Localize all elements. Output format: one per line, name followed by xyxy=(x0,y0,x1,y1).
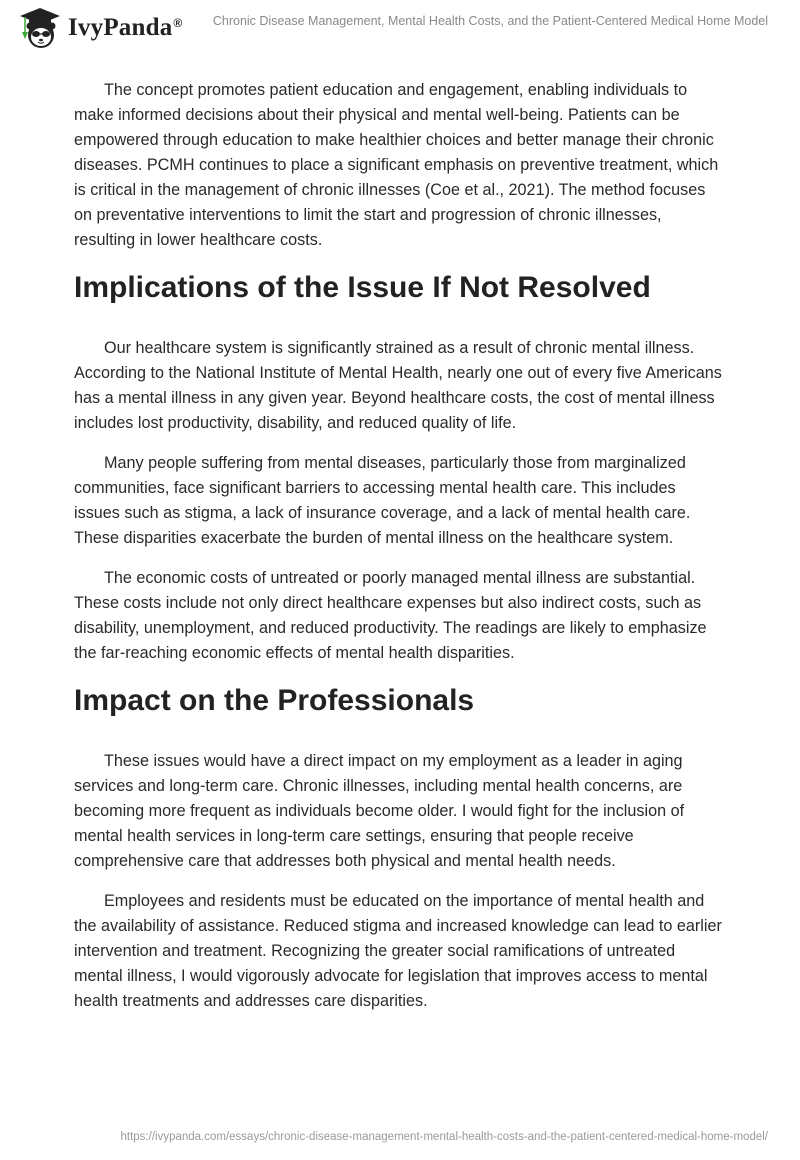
panda-graduation-cap-icon xyxy=(18,6,62,50)
document-title: Chronic Disease Management, Mental Health Costs, and the Patient-Centered Medical Home Model xyxy=(212,14,768,28)
registered-mark: ® xyxy=(173,16,183,30)
paragraph: Our healthcare system is significantly strained as a result of chronic mental illness. According to the National Institute of Mental Health, nearly one out of every five Americans has a mental illness in any given year. Beyond healthcare costs, the cost of mental illness includes lost productivity, disability, and reduced quality of life. xyxy=(74,339,722,432)
logo-wordmark: IvyPanda® xyxy=(68,14,183,41)
source-url[interactable]: https://ivypanda.com/essays/chronic-disease-management-mental-health-costs-and-the-patient-centered-medical-home-model/ xyxy=(120,1131,768,1143)
paragraph: Many people suffering from mental diseases, particularly those from marginalized communities, face significant barriers to accessing mental health care. This includes issues such as stigma, a lack of insurance coverage, and a lack of mental health care. These disparities exacerbate the burden of mental illness on the healthcare system. xyxy=(74,454,691,547)
ivypanda-logo[interactable] xyxy=(18,6,182,50)
essay-body xyxy=(74,78,724,1029)
section-heading: Implications of the Issue If Not Resolved xyxy=(74,271,651,304)
paragraph: These issues would have a direct impact on my employment as a leader in aging services and long-term care. Chronic illnesses, including mental health concerns, are becoming more frequent as individuals become older. I would fight for the inclusion of mental health services in long-term care settings, ensuring that people receive comprehensive care that addresses both physical and mental health needs. xyxy=(74,752,685,870)
paragraph: The economic costs of untreated or poorly managed mental illness are substantial. These costs include not only direct healthcare expenses but also indirect costs, such as disability, unemployment, and reduced productivity. The readings are likely to emphasize the far-reaching economic effects of mental health disparities. xyxy=(74,569,707,662)
paragraph: The concept promotes patient education and engagement, enabling individuals to make informed decisions about their physical and mental well-being. Patients can be empowered through education to make healthier choices and better manage their chronic diseases. PCMH continues to place a significant emphasis on preventive treatment, which is critical in the management of chronic illnesses (Coe et al., 2021). The method focuses on preventative interventions to limit the start and progression of chronic illnesses, resulting in lower healthcare costs. xyxy=(74,81,719,249)
paragraph: Employees and residents must be educated on the importance of mental health and the availability of assistance. Reduced stigma and increased knowledge can lead to earlier intervention and treatment. Recognizing the greater social ramifications of untreated mental illness, I would vigorously advocate for legislation that improves access to mental health treatments and addresses care disparities. xyxy=(74,892,722,1010)
section-heading: Impact on the Professionals xyxy=(74,684,475,717)
page-header xyxy=(0,0,800,50)
